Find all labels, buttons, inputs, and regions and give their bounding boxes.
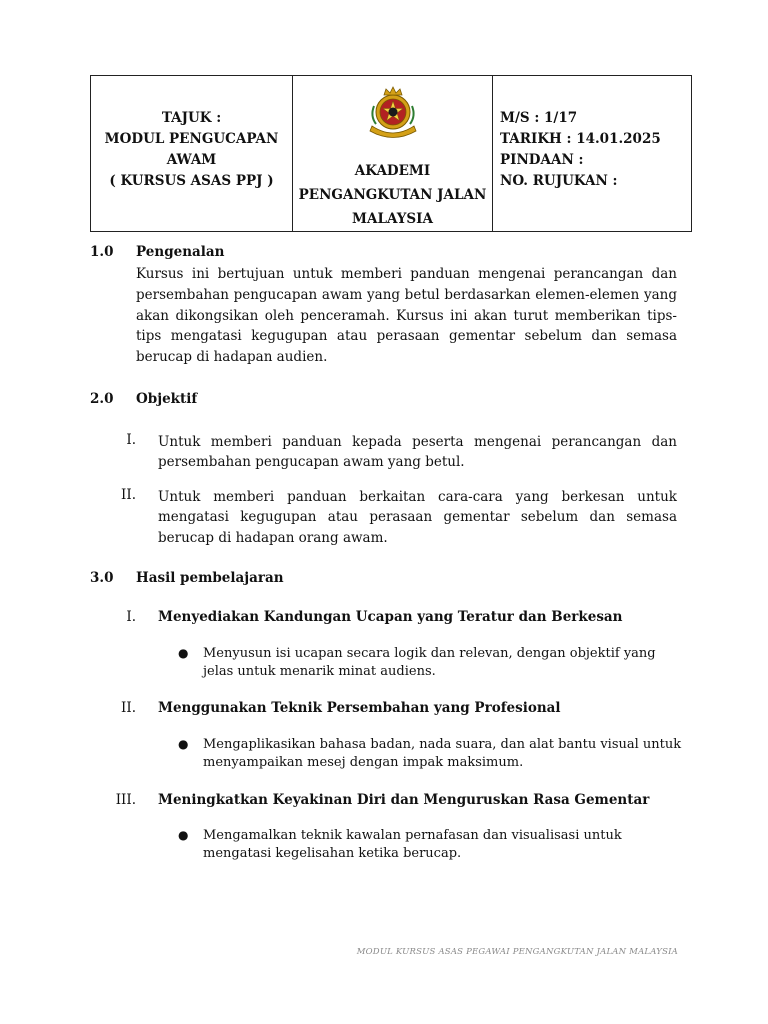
title-label: TAJUK : [161,110,222,126]
outcome-bullet-text: Mengamalkan teknik kawalan pernafasan dan visualisasi untuk mengatasi kegelisahan ketika berucap. [203,828,622,861]
intro-paragraph: Kursus ini bertujuan untuk memberi panduan mengenai perancangan dan persembahan pengucapan awam yang betul berdasarkan elemen-elemen yang akan dikongsikan oleh penceramah. Kursus ini akan turut memberikan tips-tips mengatasi kegugupan atau perasaan gementar sebelum dan semasa berucap di hadapan audien. [136,266,677,366]
list-number: II. [121,700,136,716]
coat-of-arms-icon [293,86,492,150]
list-number: II. [121,487,136,503]
outcome-title: Meningkatkan Keyakinan Diri dan Menguruskan Rasa Gementar [158,792,650,808]
page-footer: MODUL KURSUS ASAS PEGAWAI PENGANGKUTAN JALAN MALAYSIA [356,947,678,957]
academy-name-line2: PENGANGKUTAN JALAN [298,187,487,203]
amendment: PINDAAN : [500,152,584,168]
header-meta-cell [493,76,692,232]
header-title-cell [91,76,293,232]
section-title-objectives: Objektif [136,391,198,407]
outcome-bullet-text: Menyusun isi ucapan secara logik dan relevan, dengan objektif yang jelas untuk menarik minat audiens. [203,646,656,679]
section-title-outcomes: Hasil pembelajaran [136,570,284,586]
outcome-bullet-text: Mengaplikasikan bahasa badan, nada suara, dan alat bantu visual untuk menyampaikan mesej dengan impak maksimum. [203,737,682,770]
academy-name-line1: AKADEMI [354,163,431,179]
bullet-dot: ● [178,828,189,842]
header-institution-cell [293,76,493,232]
objective-text: Untuk memberi panduan berkaitan cara-cara yang berkesan untuk mengatasi kegugupan atau perasaan gementar sebelum dan semasa berucap di hadapan orang awam. [158,489,677,546]
section-title-intro: Pengenalan [136,244,225,260]
module-name-line2: AWAM [166,152,217,168]
list-number: I. [126,609,136,625]
section-number: 3.0 [90,570,114,586]
objective-text: Untuk memberi panduan kepada peserta mengenai perancangan dan persembahan pengucapan awam yang betul. [158,434,677,471]
document-date: TARIKH : 14.01.2025 [500,131,661,147]
outcome-title: Menggunakan Teknik Persembahan yang Profesional [158,700,561,716]
academy-name-line3: MALAYSIA [352,211,433,227]
list-number: I. [126,432,136,448]
section-number: 2.0 [90,391,114,407]
outcome-title: Menyediakan Kandungan Ucapan yang Teratur dan Berkesan [158,609,623,625]
reference-number: NO. RUJUKAN : [500,173,618,189]
list-number: III. [115,792,136,808]
bullet-dot: ● [178,646,189,660]
course-name: ( KURSUS ASAS PPJ ) [109,173,274,189]
module-name-line1: MODUL PENGUCAPAN [104,131,279,147]
document-header-table [90,75,692,232]
page-number: M/S : 1/17 [500,110,578,126]
section-number: 1.0 [90,244,114,260]
bullet-dot: ● [178,737,189,751]
